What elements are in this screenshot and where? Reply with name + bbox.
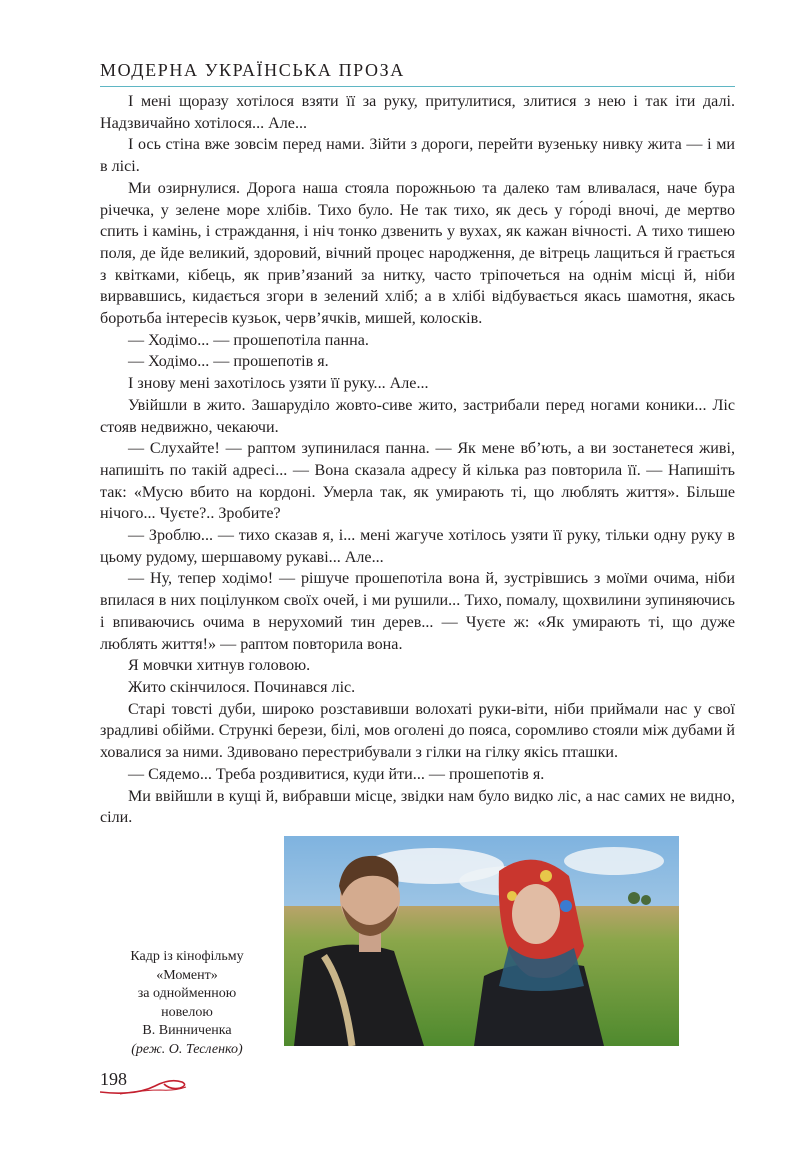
paragraph: — Сядемо... Треба роздивитися, куди йти... — прошепотів я. bbox=[128, 765, 545, 783]
film-still-image bbox=[284, 836, 679, 1046]
paragraph: — Ходімо... — прошепотів я. bbox=[128, 353, 329, 371]
page-footer bbox=[100, 1068, 300, 1098]
caption-line: В. Винниченка bbox=[142, 1023, 232, 1038]
header-rule bbox=[100, 86, 735, 87]
caption-line: новелою bbox=[161, 1004, 213, 1020]
running-header bbox=[100, 58, 735, 87]
figure-caption bbox=[100, 948, 274, 1059]
paragraph: — Ну, тепер ходімо! — рішуче прошепотіла вона й, зустрівшись з моїми очима, ніби впилася в них поцілунком своїх очей, і ми рушили... Тихо, помалу, щохвилини зупиняючись і впиваючись очима в нерухомий тин дерев... — Чуєте ж: «Як умирають ті, що дуже люблять життя!» — раптом повторила вона. bbox=[100, 570, 735, 653]
section-title: МОДЕРНА УКРАЇНСЬКА ПРОЗА bbox=[100, 60, 405, 80]
paragraph: — Зроблю... — тихо сказав я, і... мені жагуче хотілось узяти її руку, тільки одну руку в цьому рудому, шершавому рукаві... Але... bbox=[100, 527, 735, 566]
paragraph: Я мовчки хитнув головою. bbox=[128, 657, 311, 675]
caption-line: за однойменною bbox=[137, 986, 237, 1001]
paragraph: І мені щоразу хотілося взяти її за руку, притулитися, злитися з нею і так іти далі. Надзвичайно хотілося... Але... bbox=[100, 93, 735, 132]
body-text bbox=[100, 91, 735, 829]
paragraph: — Ходімо... — прошепотіла панна. bbox=[128, 331, 369, 349]
paragraph: Старі товсті дуби, широко розставивши волохаті руки-віти, ніби приймали нас у свої зрадливі обійми. Стрункі берези, білі, мов оголені до пояса, соромливо стояли між дубами й ховалися за ними. Здивовано перестрибували з гілки на гілку якісь пташки. bbox=[100, 700, 735, 762]
paragraph: Жито скінчилося. Починався ліс. bbox=[128, 678, 356, 696]
paragraph: І знову мені захотілось узяти її руку... Але... bbox=[128, 375, 429, 393]
paragraph: Увійшли в жито. Зашаруділо жовто-сиве жито, застрибали перед ногами коники... Ліс стояв недвижно, чекаючи. bbox=[100, 396, 735, 436]
paragraph: Ми озирнулися. Дорога наша стояла порожньою та далеко там вливалася, наче бура річечка, у зелене море хлібів. Тихо було. Не так тихо, як десь у го́роді вночі, де мертво спить і камінь, і страждання, і ніч тонко дзвенить у вухах, як кажан вічності. А тихо тишею поля, де йде великий, здоровий, вічний процес народження, де вітрець лащиться й грається з квітками, кібець, як прив’язаний за нитку, часто тріпочеться на однім місці й, ніби вирвавшись, кидається згори в зелений хліб; а в хлібі відбувається якась шамотня, якась боротьба інтересів кузьок, черв’ячків, мишей, колосків. bbox=[100, 179, 735, 328]
caption-credit: (реж. О. Тесленко) bbox=[131, 1041, 243, 1057]
caption-line: «Момент» bbox=[156, 967, 218, 983]
page-number: 198 bbox=[100, 1069, 127, 1089]
paragraph: І ось стіна вже зовсім перед нами. Зійти з дороги, перейти вузеньку нивку жита — і ми в лісі. bbox=[100, 136, 735, 176]
paragraph: — Слухайте! — раптом зупинилася панна. — Як мене вб’ють, а ви зостанетеся живі, напишіть по такій адресі... — Вона сказала адресу й кілька раз повторила її. — Напишіть так: «Мусю вбито на кордоні. Умерла так, як умирають ті, що люблять життя». Більше нічого... Чуєте?.. Зробите? bbox=[100, 440, 735, 523]
caption-line: Кадр із кінофільму bbox=[130, 949, 244, 964]
paragraph: Ми ввійшли в кущі й, вибравши місце, звідки нам було видко ліс, а нас самих не видно, сіли. bbox=[100, 787, 735, 827]
